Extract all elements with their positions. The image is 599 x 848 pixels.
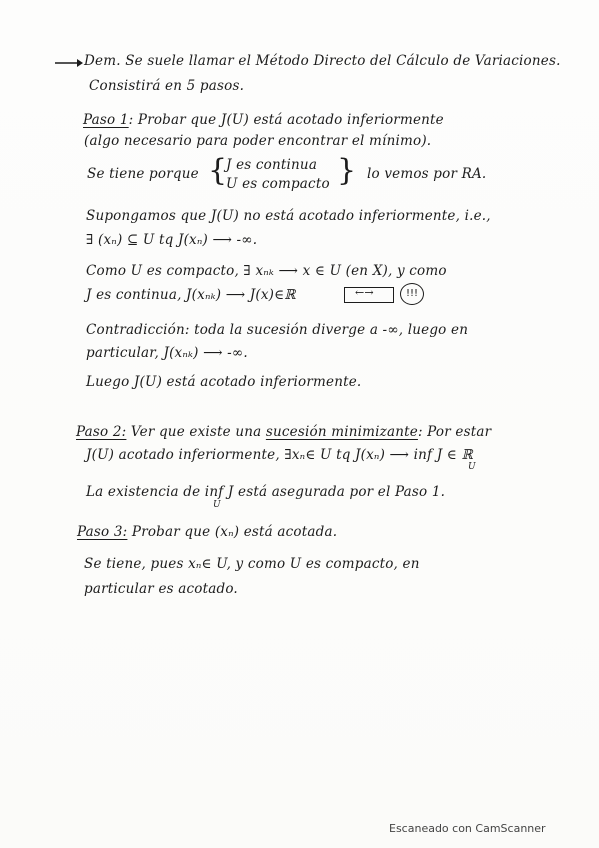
paso2-heading [76, 424, 491, 440]
line-algo-necesario: (algo necesario para poder encontrar el mínimo). [84, 133, 432, 149]
paso1-heading [83, 112, 444, 128]
line-luego-acotado: Luego J(U) está acotado inferiormente. [86, 374, 362, 390]
line-steps-count: Consistirá en 5 pasos. [89, 78, 245, 94]
camscanner-watermark: Escaneado con CamScanner [389, 822, 546, 835]
paso1-text: : Probar que J(U) está acotado inferiormente [128, 112, 444, 128]
line-por-ra: lo vemos por RA. [367, 166, 487, 182]
line-como-compacto: Como U es compacto, ∃ xₙₖ ⟶ x ∈ U (en X), y como [86, 263, 447, 279]
inf-subscript-1: U [468, 462, 476, 472]
contradiction-box [344, 287, 394, 303]
line-se-tiene-porque: Se tiene porque [87, 166, 199, 182]
line-contradiccion: Contradicción: toda la sucesión diverge a -∞, luego en [86, 322, 469, 338]
line-existencia-inf: La existencia de inf J está asegurada por el Paso 1. [86, 484, 446, 500]
brace-left: { [208, 153, 228, 188]
line-se-tiene-pues: Se tiene, pues xₙ∈ U, y como U es compacto, en [84, 556, 420, 572]
line-demo-intro: Dem. Se suele llamar el Método Directo del Cálculo de Variaciones. [84, 53, 561, 69]
line-acotado-inf: J(U) acotado inferiormente, ∃xₙ∈ U tq J(xₙ) ⟶ inf J ∈ ℝ [86, 447, 473, 463]
contradiction-arrows: ←→ [355, 286, 374, 299]
paso2-text-c: : Por estar [417, 424, 492, 440]
bullet-arrow-icon [53, 57, 83, 69]
line-supongamos: Supongamos que J(U) no está acotado inferiormente, i.e., [86, 208, 491, 224]
line-j-continua: J es continua [226, 157, 318, 173]
paso1-label: Paso 1 [83, 112, 129, 128]
line-existe-sucesion: ∃ (xₙ) ⊆ U tq J(xₙ) ⟶ -∞. [86, 232, 258, 248]
paso3-label: Paso 3: [77, 524, 128, 540]
line-j-es-continua: J es continua, J(xₙₖ) ⟶ J(x)∈ℝ [86, 287, 296, 303]
paso2-text-a: Ver que existe una [130, 424, 262, 440]
line-particular-diverge: particular, J(xₙₖ) ⟶ -∞. [86, 345, 248, 361]
brace-right: } [337, 153, 357, 188]
paso2-sucesion-minimizante: sucesión minimizante [265, 424, 418, 440]
exclamation-circle: !!! [400, 283, 424, 305]
paso3-text: Probar que (xₙ) está acotada. [127, 524, 338, 540]
inf-subscript-2: U [213, 500, 221, 510]
paso2-label: Paso 2: [76, 424, 127, 440]
line-u-compacto: U es compacto [226, 176, 330, 192]
line-particular-acotado: particular es acotado. [84, 581, 238, 597]
paso3-heading [77, 524, 337, 540]
